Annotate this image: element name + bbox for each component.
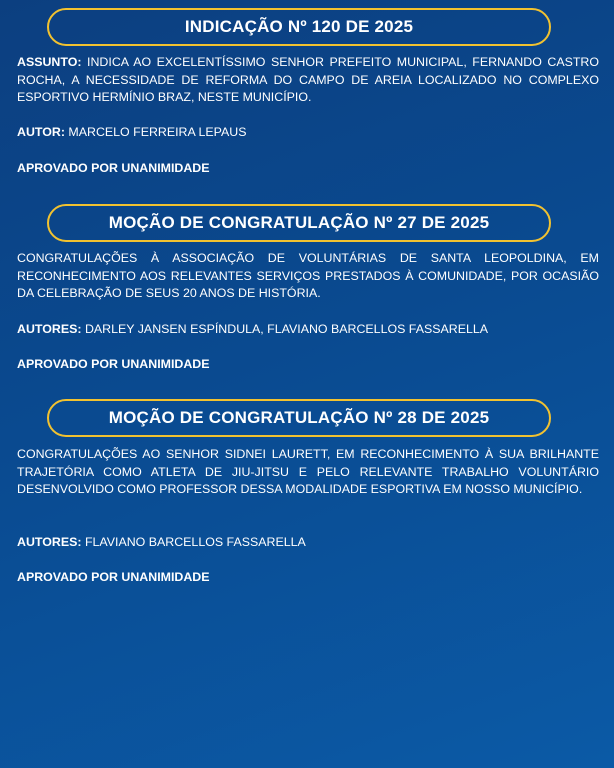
author-label: AUTORES: — [17, 535, 82, 549]
author-text: DARLEY JANSEN ESPÍNDULA, FLAVIANO BARCELLOS FASSARELLA — [84, 322, 489, 336]
body-paragraph: CONGRATULAÇÕES AO SENHOR SIDNEI LAURETT, EM RECONHECIMENTO À SUA BRILHANTE TRAJETÓRIA COMO ATLETA DE JIU-JITSU E PELO RELEVANTE TRABALHO VOLUNTÁRIO DESENVOLVIDO COMO PROFESSOR DESSA MODALIDADE ESPORTIVA EM NOSSO MUNICÍPIO. — [17, 447, 599, 496]
author-line — [17, 124, 599, 141]
section-title: INDICAÇÃO Nº 120 DE 2025 — [184, 17, 414, 36]
section-title: MOÇÃO DE CONGRATULAÇÃO Nº 28 DE 2025 — [108, 408, 490, 427]
section-title-pill — [47, 8, 551, 46]
section-title-pill — [47, 399, 551, 437]
author-line — [17, 534, 599, 551]
status-text: APROVADO POR UNANIMIDADE — [17, 570, 210, 584]
section-title-pill — [47, 204, 551, 242]
status-text: APROVADO POR UNANIMIDADE — [17, 161, 210, 175]
subject-paragraph — [17, 54, 599, 107]
author-text: MARCELO FERREIRA LEPAUS — [68, 125, 247, 139]
section-title: MOÇÃO DE CONGRATULAÇÃO Nº 27 DE 2025 — [108, 213, 490, 232]
author-line — [17, 321, 599, 338]
author-label: AUTORES: — [17, 322, 82, 336]
subject-label: ASSUNTO: — [17, 55, 82, 69]
subject-text: INDICA AO EXCELENTÍSSIMO SENHOR PREFEITO MUNICIPAL, FERNANDO CASTRO ROCHA, A NECESSIDADE DE REFORMA DO CAMPO DE AREIA LOCALIZADO NO COMPLEXO ESPORTIVO HERMÍNIO BRAZ, NESTE MUNICÍPIO. — [17, 55, 599, 104]
author-text: FLAVIANO BARCELLOS FASSARELLA — [84, 535, 306, 549]
author-label: AUTOR: — [17, 125, 65, 139]
status-text: APROVADO POR UNANIMIDADE — [17, 357, 210, 371]
body-paragraph: CONGRATULAÇÕES À ASSOCIAÇÃO DE VOLUNTÁRIAS DE SANTA LEOPOLDINA, EM RECONHECIMENTO AOS RELEVANTES SERVIÇOS PRESTADOS À COMUNIDADE, POR OCASIÃO DA CELEBRAÇÃO DE SEUS 20 ANOS DE HISTÓRIA. — [17, 251, 599, 300]
